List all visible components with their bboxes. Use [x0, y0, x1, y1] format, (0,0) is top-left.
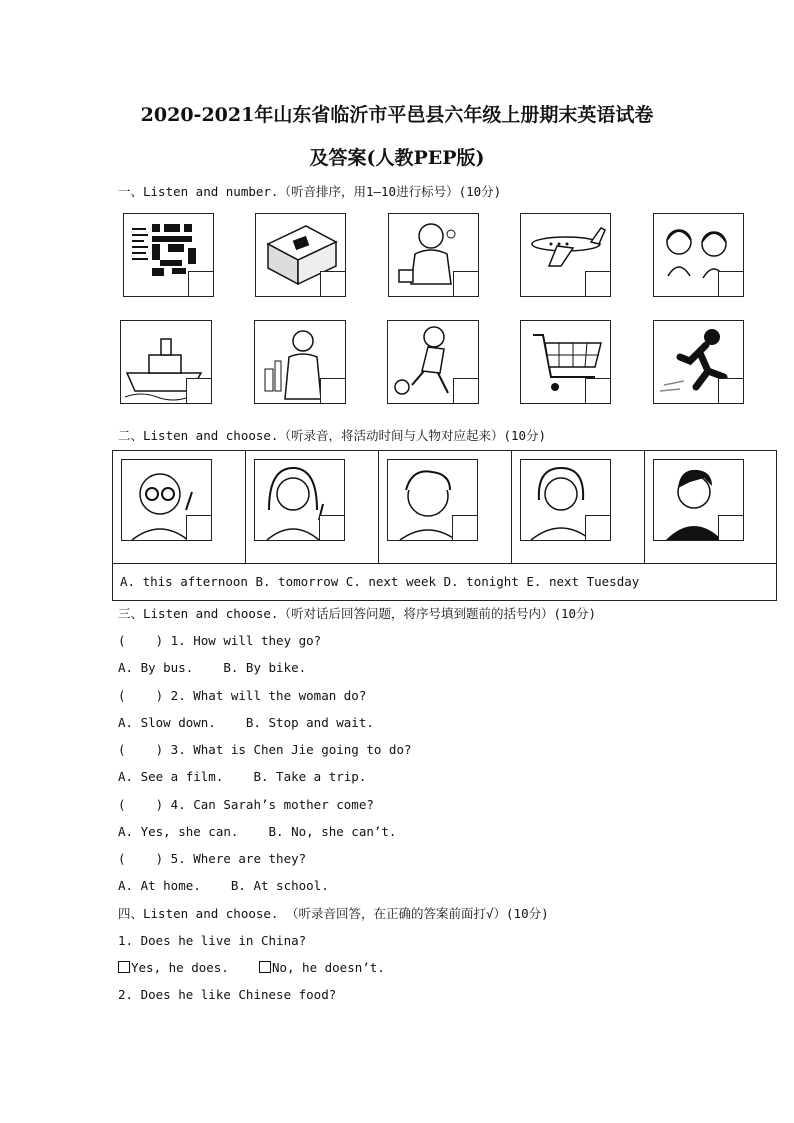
- dictionary-icon: [255, 213, 346, 297]
- answer-box[interactable]: [186, 515, 212, 541]
- businessman-icon: [388, 213, 479, 297]
- answer-options-2: A. Slow down. B. Stop and wait.: [118, 715, 374, 730]
- running-man-icon: [653, 320, 744, 404]
- section4-heading: 四、Listen and choose. （听录音回答，在正确的答案前面打√）(10分): [118, 906, 549, 921]
- answer-box[interactable]: [453, 378, 479, 404]
- grandpa-glasses-icon: [121, 459, 212, 541]
- answer-box[interactable]: [320, 378, 346, 404]
- checkbox[interactable]: [118, 961, 130, 973]
- scientist-icon: [254, 320, 346, 404]
- options-row: [113, 563, 776, 601]
- airplane-icon: [520, 213, 611, 297]
- shopping-cart-icon: [520, 320, 611, 404]
- section4-question-2: 2. Does he like Chinese food?: [118, 987, 337, 1002]
- answer-options-5: A. At home. B. At school.: [118, 878, 329, 893]
- document-subtitle: 及答案(人教PEP版): [309, 147, 485, 169]
- section2-heading: 二、Listen and choose.（听录音，将活动时间与人物对应起来）(10分): [118, 428, 547, 443]
- two-girls-icon: [653, 213, 744, 297]
- table-cell: [246, 451, 379, 563]
- section4-options-1: [118, 960, 385, 975]
- section4-question-1: 1. Does he live in China?: [118, 933, 307, 948]
- answer-box[interactable]: [718, 515, 744, 541]
- question-4: ( ) 4. Can Sarah’s mother come?: [118, 797, 374, 812]
- answer-box[interactable]: [718, 271, 744, 297]
- document-title: 2020-2021年山东省临沂市平邑县六年级上册期末英语试卷: [140, 104, 654, 126]
- answer-box[interactable]: [718, 378, 744, 404]
- answer-box[interactable]: [585, 515, 611, 541]
- answer-box[interactable]: [319, 515, 345, 541]
- section1-heading: 一、Listen and number.（听音排序，用1—10进行标号）(10分): [118, 184, 502, 199]
- section3-heading: 三、Listen and choose.（听对话后回答问题，将序号填到题前的括号内）(10分): [118, 606, 597, 621]
- young-man-icon: [653, 459, 744, 541]
- question-1: ( ) 1. How will they go?: [118, 633, 322, 648]
- question-5: ( ) 5. Where are they?: [118, 851, 307, 866]
- question-3: ( ) 3. What is Chen Jie going to do?: [118, 742, 412, 757]
- girl-waving-icon: [254, 459, 345, 541]
- answer-options-4: A. Yes, she can. B. No, she can’t.: [118, 824, 397, 839]
- answer-box[interactable]: [188, 271, 214, 297]
- woman-icon: [520, 459, 611, 541]
- answer-box[interactable]: [452, 515, 478, 541]
- ship-icon: [120, 320, 212, 404]
- answer-box[interactable]: [320, 271, 346, 297]
- answer-box[interactable]: [453, 271, 479, 297]
- answer-box[interactable]: [186, 378, 212, 404]
- option-yes: Yes, he does.: [131, 960, 229, 975]
- option-no: No, he doesn’t.: [271, 960, 385, 975]
- matching-table: [112, 450, 777, 601]
- table-cell: [113, 451, 246, 563]
- question-2: ( ) 2. What will the woman do?: [118, 688, 367, 703]
- football-player-icon: [387, 320, 479, 404]
- boy-icon: [387, 459, 478, 541]
- table-cell: [645, 451, 777, 563]
- answer-options-3: A. See a film. B. Take a trip.: [118, 769, 367, 784]
- time-options: A. this afternoon B. tomorrow C. next week D. tonight E. next Tuesday: [120, 574, 640, 589]
- answer-options-1: A. By bus. B. By bike.: [118, 660, 307, 675]
- answer-box[interactable]: [585, 378, 611, 404]
- crossword-icon: [123, 213, 214, 297]
- table-cell: [512, 451, 645, 563]
- table-cell: [379, 451, 512, 563]
- checkbox[interactable]: [259, 961, 271, 973]
- answer-box[interactable]: [585, 271, 611, 297]
